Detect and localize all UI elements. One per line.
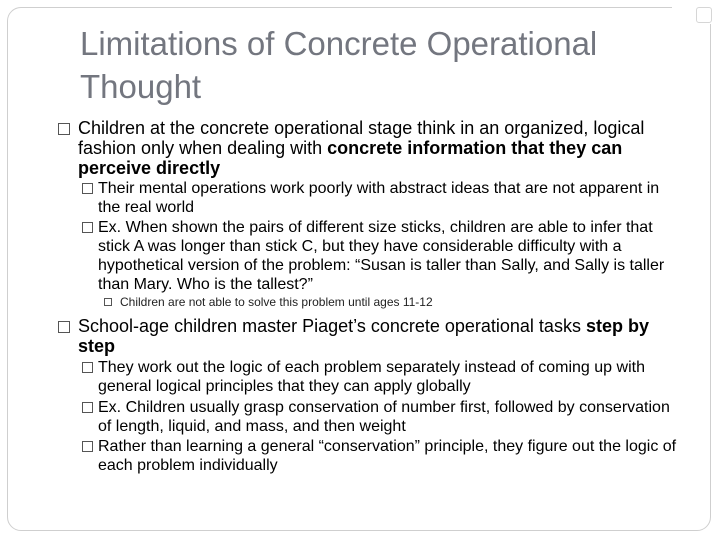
- bullet-level2-conservation-example: [82, 398, 682, 436]
- square-bullet-icon: [58, 123, 70, 135]
- bullet-level3-ages: [104, 295, 664, 309]
- bullet-level2-abstract: [82, 179, 682, 217]
- bullet-text: They work out the logic of each problem separately instead of coming up with general logical principles that they can apply globally: [98, 359, 645, 395]
- bullet-text: Rather than learning a general “conservation” principle, they figure out the logic of each problem individually: [98, 438, 677, 474]
- bullet-text: School-age children master Piaget’s concrete operational tasks: [78, 316, 586, 336]
- bullet-level1-step-by-step: [58, 316, 658, 356]
- title-line-2: Thought: [80, 68, 202, 105]
- bullet-level2-individual: [82, 437, 682, 475]
- bullet-level2-logic: [82, 358, 682, 396]
- corner-tab: [672, 0, 720, 24]
- bullet-level2-sticks-example: [82, 218, 682, 294]
- bullet-bold-text: step by step: [78, 316, 649, 356]
- square-bullet-icon: [82, 222, 93, 233]
- bullet-text: Ex. Children usually grasp conservation of number first, followed by conservation of length, liquid, and mass, and then weight: [98, 399, 670, 435]
- bullet-bold-text: concrete information that they can perceive directly: [78, 138, 623, 178]
- square-bullet-icon: [58, 321, 70, 333]
- square-bullet-icon: [82, 402, 93, 413]
- bullet-text: Ex. When shown the pairs of different size sticks, children are able to infer that stick A was longer than stick C, but they have considerable difficulty with a hypothetical version of the problem: “Susan is taller than Sally, and Sally is taller than Mary. Who is the tallest?”: [98, 219, 665, 293]
- bullet-level1-concrete: [58, 118, 658, 178]
- slide-title: [80, 22, 660, 108]
- bullet-text: Children are not able to solve this problem until ages 11-12: [120, 295, 433, 309]
- square-bullet-icon: [104, 298, 112, 306]
- square-bullet-icon: [82, 441, 93, 452]
- square-bullet-icon: [82, 183, 93, 194]
- bullet-text: Their mental operations work poorly with abstract ideas that are not apparent in the real world: [98, 180, 660, 216]
- square-bullet-icon: [82, 362, 93, 373]
- bullet-text: Children at the concrete operational stage think in an organized, logical fashion only when dealing with: [78, 118, 645, 158]
- title-line-1: Limitations of Concrete Operational: [80, 25, 598, 62]
